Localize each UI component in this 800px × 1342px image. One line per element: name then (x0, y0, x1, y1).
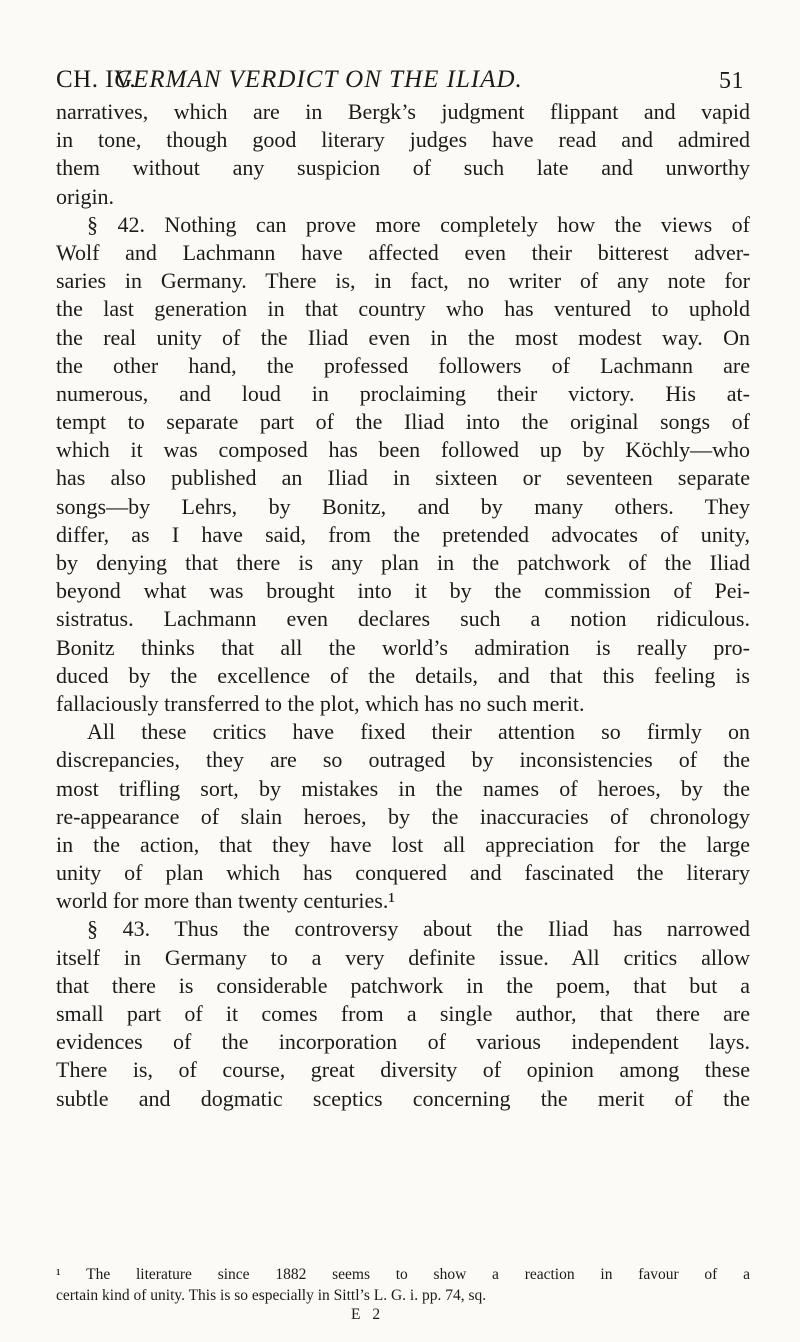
text-line: which it was composed has been followed up by Köchly—who (56, 437, 750, 463)
chapter-label: CH. IV. (56, 66, 137, 93)
text-line: songs—by Lehrs, by Bonitz, and by many others. They (56, 493, 750, 519)
page-number: 51 (719, 68, 744, 94)
text-line: numerous, and loud in proclaiming their victory. His at- (56, 380, 750, 406)
running-title: GERMAN VERDICT ON THE ILIAD. (114, 66, 523, 93)
footnote (56, 1264, 750, 1306)
text-line: re-appearance of slain heroes, by the inaccuracies of chronology (56, 803, 750, 829)
text-line: the other hand, the professed followers of Lachmann are (56, 352, 750, 378)
footnote-line: ¹ The literature since 1882 seems to show a reaction in favour of a (56, 1266, 750, 1283)
text-line: discrepancies, they are so outraged by inconsistencies of the (56, 747, 750, 773)
text-line: All these critics have fixed their attention so firmly on (87, 719, 750, 745)
text-line: saries in Germany. There is, in fact, no writer of any note for (56, 268, 750, 294)
text-line: Wolf and Lachmann have affected even their bitterest adver- (56, 239, 750, 265)
signature-mark: E 2 (351, 1306, 385, 1323)
text-line: in the action, that they have lost all appreciation for the large (56, 831, 750, 857)
text-line: unity of plan which has conquered and fascinated the literary (56, 860, 750, 886)
text-line: sistratus. Lachmann even declares such a notion ridiculous. (56, 606, 750, 632)
body-text (56, 98, 750, 1113)
text-line: beyond what was brought into it by the commission of Pei- (56, 578, 750, 604)
text-line: itself in Germany to a very definite issue. All critics allow (56, 944, 750, 970)
text-line: by denying that there is any plan in the patchwork of the Iliad (56, 550, 750, 575)
text-line: in tone, though good literary judges have read and admired (56, 127, 750, 153)
text-line: world for more than twenty centuries.¹ (56, 888, 395, 914)
text-line: origin. (56, 183, 115, 209)
text-line: most trifling sort, by mistakes in the names of heroes, by the (56, 775, 750, 801)
text-line: evidences of the incorporation of various independent lays. (56, 1029, 750, 1055)
text-line: that there is considerable patchwork in the poem, that but a (56, 972, 750, 998)
text-line: them without any suspicion of such late and unworthy (56, 155, 750, 181)
text-line: small part of it comes from a single author, that there are (56, 1001, 750, 1026)
text-line: narratives, which are in Bergk’s judgment flippant and vapid (56, 99, 750, 124)
text-line: § 43. Thus the controversy about the Iliad has narrowed (87, 916, 750, 942)
text-line: fallaciously transferred to the plot, which has no such merit. (56, 690, 585, 716)
text-line: differ, as I have said, from the pretended advocates of unity, (56, 521, 750, 547)
text-line: Bonitz thinks that all the world’s admiration is really pro- (56, 634, 750, 660)
text-line: There is, of course, great diversity of opinion among these (56, 1057, 750, 1083)
text-line: the last generation in that country who has ventured to uphold (56, 296, 750, 322)
text-line: the real unity of the Iliad even in the most modest way. On (56, 324, 750, 350)
text-line: duced by the excellence of the details, and that this feeling is (56, 662, 750, 688)
footnote-line: certain kind of unity. This is so especially in Sittl’s L. G. i. pp. 74, sq. (56, 1287, 487, 1304)
text-line: subtle and dogmatic sceptics concerning the merit of the (56, 1085, 750, 1111)
text-line: tempt to separate part of the Iliad into the original songs of (56, 409, 750, 435)
text-line: § 42. Nothing can prove more completely how the views of (87, 211, 750, 237)
text-line: has also published an Iliad in sixteen or seventeen separate (56, 465, 750, 491)
